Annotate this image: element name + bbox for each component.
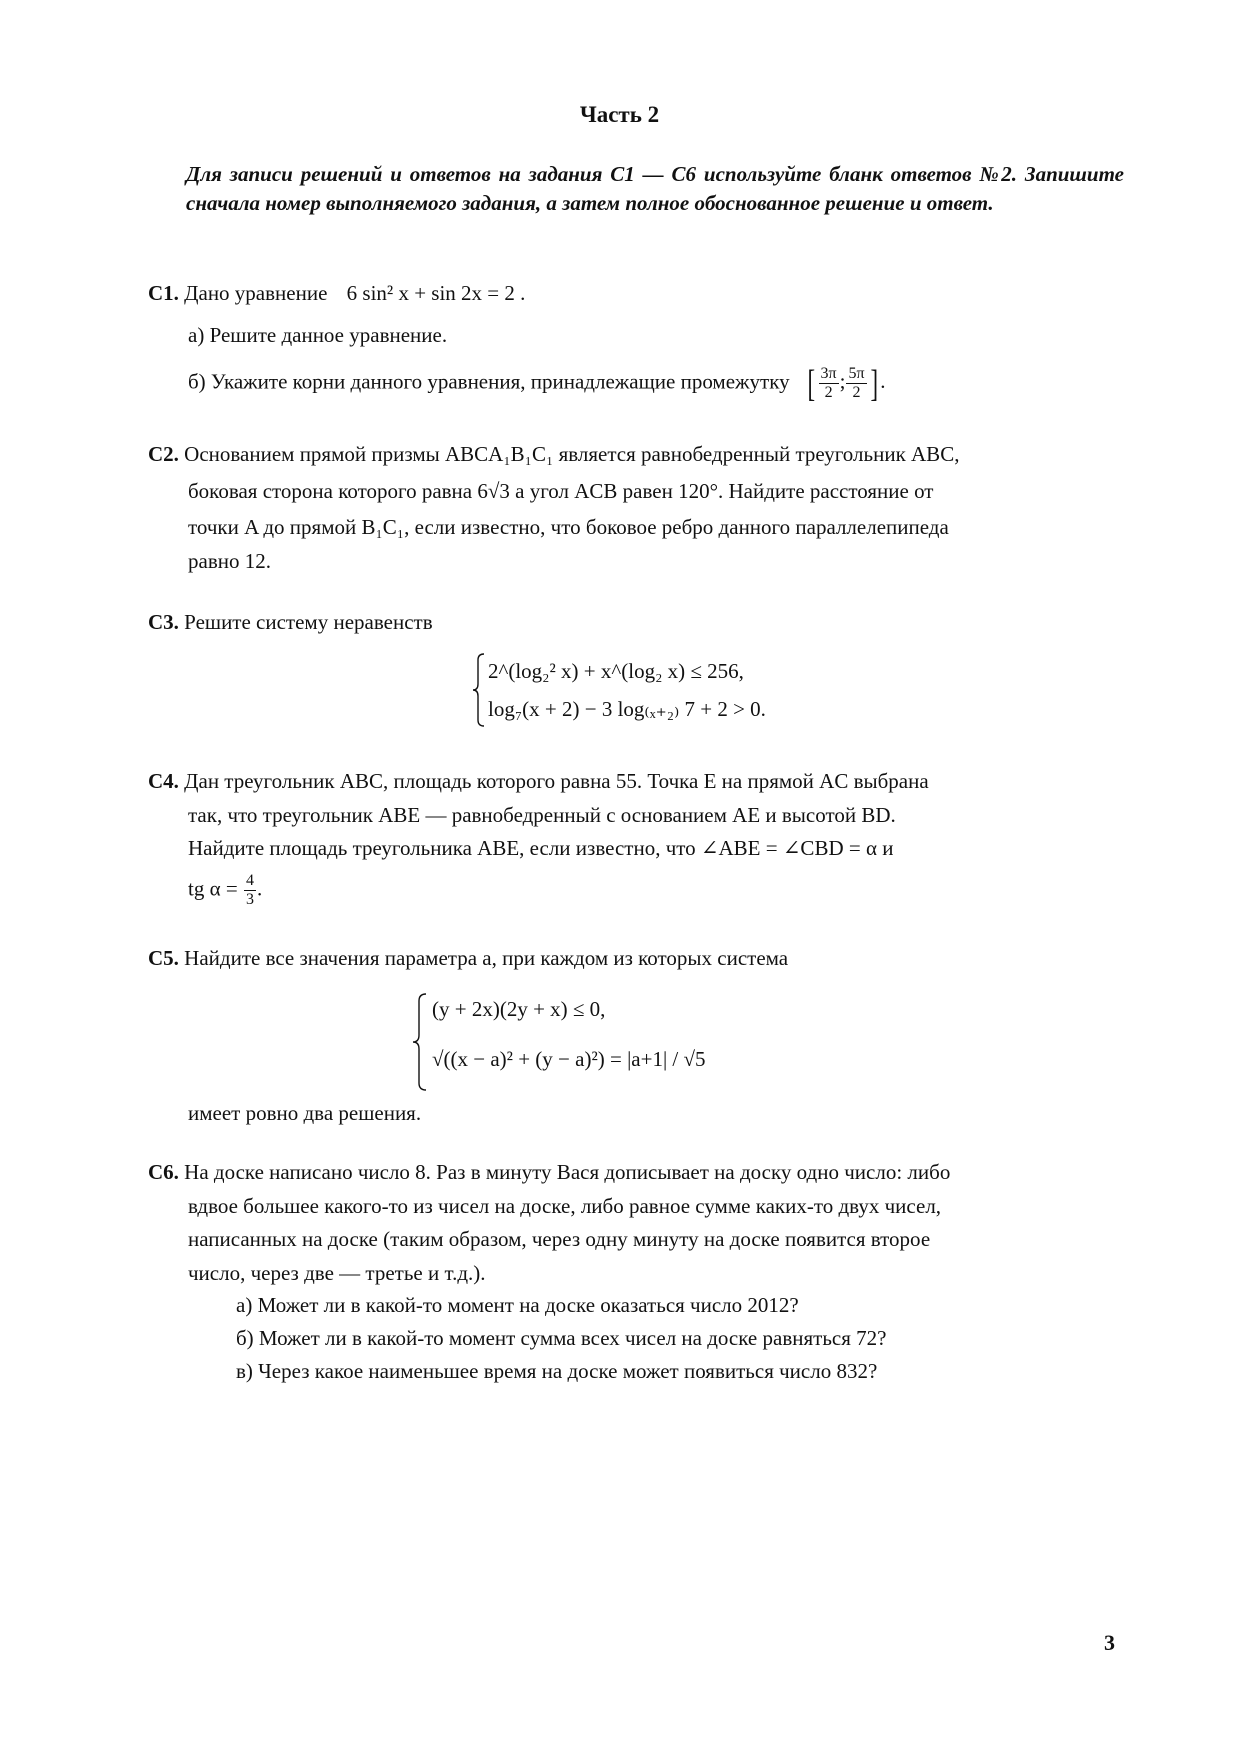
- task-c6-line: вдвое большее какого-то из чисел на доске, либо равное сумме каких-то двух чисел,: [188, 1194, 942, 1218]
- task-c6-line: число, через две — третье и т.д.).: [188, 1261, 486, 1285]
- task-c1: [148, 278, 1108, 308]
- page-number: 3: [1104, 1630, 1115, 1655]
- task-c2-line: боковая сторона которого равна 6√3 а угол ACB равен 120°. Найдите расстояние от: [188, 479, 934, 503]
- task-c3: [148, 607, 433, 637]
- task-c6-part-a: а) Может ли в какой-то момент на доске оказаться число 2012?: [236, 1293, 799, 1317]
- task-text: Основанием прямой призмы ABCA₁B₁C₁ является равнобедренный треугольник ABC,: [184, 442, 960, 466]
- task-c1-part-b: [188, 362, 886, 405]
- task-c6-line: написанных на доске (таким образом, через одну минуту на доске появится второе: [188, 1227, 931, 1251]
- task-intro: Дано уравнение: [184, 281, 328, 305]
- task-number: C5.: [148, 946, 179, 970]
- interval: [ $\frac{3\pi}{2}$ ; $\frac{5\pi}{2}$ ] .: [807, 362, 886, 405]
- instructions: Для записи решений и ответов на задания C1 — C6 используйте бланк ответов №2. Запишите сначала номер выполняемого задания, а затем полное обоснованное решение и ответ.: [186, 162, 1124, 215]
- task-number: C4.: [148, 769, 179, 793]
- inequality-1: 2^(log₂² x) + x^(log₂ x) ≤ 256,: [488, 659, 744, 683]
- task-c4-tg: tg α = $\frac{4}{3}$ .: [188, 872, 263, 908]
- task-number: C3.: [148, 610, 179, 634]
- left-bracket: [: [807, 362, 816, 405]
- task-c4-line: Найдите площадь треугольника ABE, если известно, что ∠ABE = ∠CBD = α и: [188, 836, 894, 860]
- task-c6: [148, 1157, 1124, 1187]
- task-number: C2.: [148, 442, 179, 466]
- inequality-2: log₇(x + 2) − 3 log₍ₓ₊₂₎ 7 + 2 > 0.: [488, 697, 766, 721]
- equation: 6 sin² x + sin 2x = 2 .: [346, 281, 526, 305]
- task-c6-part-b: б) Может ли в какой-то момент сумма всех чисел на доске равняться 72?: [236, 1326, 887, 1350]
- equation-1: (y + 2x)(2y + x) ≤ 0,: [432, 997, 606, 1021]
- right-bracket: ]: [870, 362, 878, 405]
- task-c4-line: так, что треугольник ABE — равнобедренный с основанием AE и высотой BD.: [188, 803, 896, 827]
- system-brace: [412, 992, 428, 1097]
- task-text: Дан треугольник ABC, площадь которого равна 55. Точка E на прямой AC выбрана: [184, 769, 929, 793]
- task-c2-line: точки A до прямой B₁C₁, если известно, что боковое ребро данного параллелепипеда: [188, 515, 949, 539]
- task-intro: Найдите все значения параметра a, при каждом из которых система: [184, 946, 789, 970]
- task-c5: [148, 943, 788, 973]
- left-brace-icon: [412, 992, 428, 1092]
- equation-2: √((x − a)² + (y − a)²) = |a+1| / √5: [432, 1047, 706, 1071]
- task-number: C6.: [148, 1160, 179, 1184]
- left-brace-icon: [472, 652, 486, 728]
- task-c5-outro: имеет ровно два решения.: [188, 1101, 422, 1125]
- system-brace: [472, 652, 486, 733]
- task-c2: [148, 439, 1124, 469]
- task-c1-part-a: а) Решите данное уравнение.: [188, 323, 448, 347]
- fraction: $\frac{3\pi}{2}$: [820, 365, 837, 401]
- task-text: На доске написано число 8. Раз в минуту Вася дописывает на доску одно число: либо: [184, 1160, 951, 1184]
- fraction: $\frac{5\pi}{2}$: [848, 365, 865, 401]
- task-c2-line: равно 12.: [188, 549, 271, 573]
- task-c4: [148, 766, 1124, 796]
- page-title: Часть 2: [579, 102, 660, 127]
- task-c6-part-c: в) Через какое наименьшее время на доске может появиться число 832?: [236, 1359, 878, 1383]
- part-b-text: б) Укажите корни данного уравнения, принадлежащие промежутку: [188, 369, 790, 394]
- task-intro: Решите систему неравенств: [184, 610, 433, 634]
- task-number: C1.: [148, 281, 179, 305]
- fraction: $\frac{4}{3}$: [245, 872, 254, 908]
